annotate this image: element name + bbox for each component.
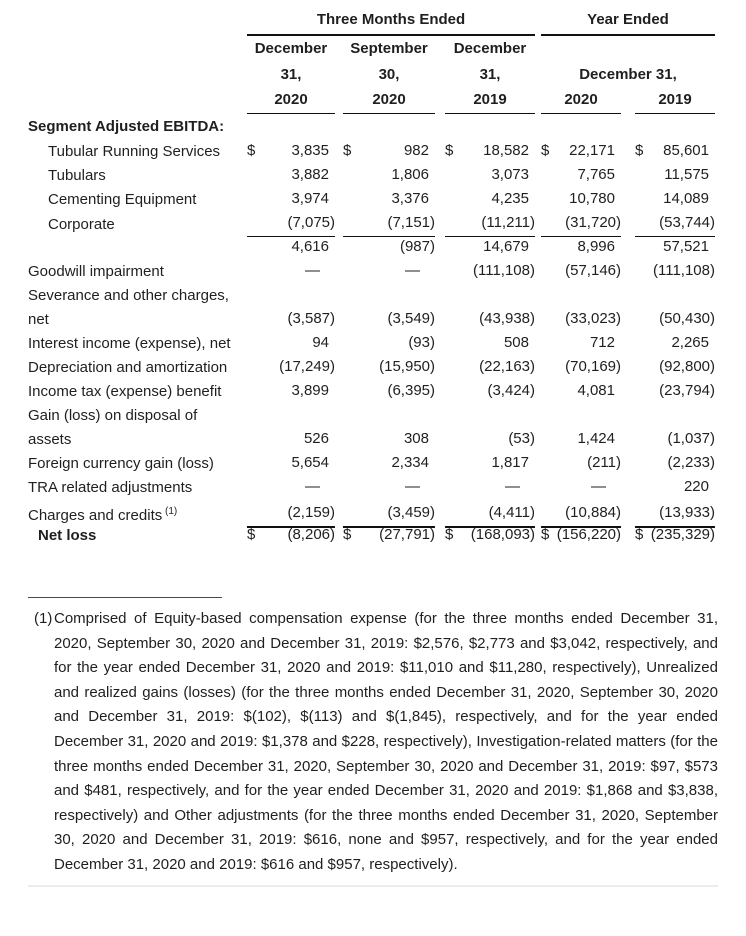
col-header-q-2020b: 2020 — [343, 89, 435, 115]
cell-value: 4,081 — [577, 382, 615, 399]
value-cell — [541, 428, 621, 452]
value-cell — [343, 356, 435, 380]
row-label: Goodwill impairment — [28, 263, 164, 280]
value-cell — [247, 308, 335, 332]
currency-symbol: $ — [247, 526, 256, 543]
currency-symbol: $ — [247, 142, 256, 159]
cell-value: (33,023) — [565, 310, 621, 327]
currency-symbol: $ — [541, 526, 550, 543]
cell-value: (15,950) — [379, 358, 435, 375]
value-cell — [247, 260, 335, 284]
value-cell — [445, 308, 535, 332]
cell-value: (53) — [508, 430, 535, 447]
value-cell — [445, 356, 535, 380]
cell-value: (3,459) — [387, 504, 435, 521]
value-cell — [247, 452, 335, 476]
cell-value: 7,765 — [577, 166, 615, 183]
value-cell — [635, 188, 715, 212]
cell-value: (10,884) — [565, 504, 621, 521]
value-cell — [635, 524, 715, 548]
col-header-fy-2019: 2019 — [635, 89, 715, 115]
value-cell — [635, 212, 715, 237]
cell-value: 3,835 — [291, 142, 329, 159]
value-cell — [541, 524, 621, 548]
row-label: Corporate — [48, 216, 115, 233]
table-row — [28, 524, 718, 548]
cell-value: — — [405, 262, 420, 279]
cell-value: (92,800) — [659, 358, 715, 375]
value-cell — [541, 308, 621, 332]
cell-value: (211) — [587, 454, 621, 471]
table-row — [28, 188, 718, 212]
cell-value: 3,899 — [291, 382, 329, 399]
value-cell — [635, 428, 715, 452]
col-header-dec31-2020-day: 31, — [280, 66, 302, 83]
footnote-1 — [28, 607, 718, 878]
cell-value: 14,679 — [483, 238, 529, 255]
cell-value: (53,744) — [659, 214, 715, 231]
cell-value: 11,575 — [664, 166, 709, 183]
value-cell — [541, 452, 621, 476]
col-header-fy-2020: 2020 — [541, 89, 621, 115]
value-cell — [635, 380, 715, 404]
table-row — [28, 164, 718, 188]
value-cell — [635, 260, 715, 284]
value-cell — [247, 428, 335, 452]
cell-value: 526 — [303, 430, 329, 447]
footnote-marker: (1) — [34, 610, 53, 627]
row-label: Severance and other charges, net — [28, 287, 229, 328]
value-cell — [445, 476, 535, 500]
cell-value: (31,720) — [565, 214, 621, 231]
row-label: Interest income (expense), net — [28, 335, 231, 352]
footnote-reference: (1) — [162, 506, 178, 517]
value-cell — [541, 212, 621, 237]
table-row — [28, 380, 718, 404]
table-header-year-line — [28, 88, 718, 114]
value-cell — [445, 260, 535, 284]
cell-value: (156,220) — [556, 526, 621, 543]
value-cell — [541, 332, 621, 356]
value-cell — [343, 260, 435, 284]
cell-value: (57,146) — [565, 262, 621, 279]
cell-value: (168,093) — [470, 526, 535, 543]
value-cell — [635, 140, 715, 164]
value-cell — [635, 452, 715, 476]
cell-value: (13,933) — [659, 504, 715, 521]
cell-value: (1,037) — [667, 430, 715, 447]
value-cell — [635, 356, 715, 380]
cell-value: (987) — [399, 238, 435, 255]
cell-value: 508 — [503, 334, 529, 351]
value-cell — [343, 524, 435, 548]
cell-value: 18,582 — [483, 142, 529, 159]
value-cell — [635, 236, 715, 260]
table-header-month-line — [28, 36, 718, 62]
cell-value: — — [405, 478, 420, 495]
cell-value: 3,974 — [291, 190, 329, 207]
value-cell — [445, 140, 535, 164]
value-cell — [445, 332, 535, 356]
cell-value: (3,587) — [287, 310, 335, 327]
cell-value: (8,206) — [287, 526, 335, 543]
table-row — [28, 284, 718, 332]
value-cell — [343, 236, 435, 260]
table-row — [28, 140, 718, 164]
cell-value: (111,108) — [653, 262, 715, 279]
value-cell — [541, 188, 621, 212]
value-cell — [445, 236, 535, 260]
cell-value: (11,211) — [481, 214, 535, 231]
cell-value: 10,780 — [569, 190, 615, 207]
cell-value: (7,151) — [387, 214, 435, 231]
cell-value: 8,996 — [577, 238, 615, 255]
table-row — [28, 356, 718, 380]
cell-value: (2,233) — [667, 454, 715, 471]
table-row — [28, 236, 718, 260]
col-header-year-ended-date: December 31, — [579, 66, 677, 83]
value-cell — [541, 380, 621, 404]
value-cell — [247, 476, 335, 500]
value-cell — [343, 308, 435, 332]
value-cell — [343, 452, 435, 476]
cell-value: (6,395) — [387, 382, 435, 399]
currency-symbol: $ — [541, 142, 550, 159]
value-cell — [343, 188, 435, 212]
cell-value: 3,376 — [391, 190, 429, 207]
cell-value: (70,169) — [565, 358, 621, 375]
cell-value: 1,424 — [577, 430, 615, 447]
cell-value: 1,806 — [391, 166, 429, 183]
table-row — [28, 212, 718, 236]
value-cell — [343, 212, 435, 237]
cell-value: — — [305, 478, 320, 495]
column-group-year-ended: Year Ended — [541, 8, 715, 36]
currency-symbol: $ — [635, 526, 644, 543]
value-cell — [343, 428, 435, 452]
table-row — [28, 332, 718, 356]
cell-value: (17,249) — [279, 358, 335, 375]
cell-value: 3,073 — [491, 166, 529, 183]
column-group-three-months-ended: Three Months Ended — [247, 8, 535, 36]
cell-value: 2,334 — [391, 454, 429, 471]
row-label: Foreign currency gain (loss) — [28, 455, 214, 472]
currency-symbol: $ — [635, 142, 644, 159]
cell-value: 22,171 — [569, 142, 615, 159]
value-cell — [247, 524, 335, 548]
cell-value: (235,329) — [650, 526, 715, 543]
value-cell — [247, 188, 335, 212]
col-header-dec31-2019-month: December — [453, 40, 527, 57]
table-row — [28, 476, 718, 500]
row-label: Tubular Running Services — [48, 143, 221, 160]
page-bottom-rule — [28, 885, 718, 887]
row-label: Net loss — [38, 527, 97, 544]
value-cell — [445, 452, 535, 476]
table-row — [28, 500, 718, 524]
table-row — [28, 404, 718, 452]
table-row — [28, 452, 718, 476]
section-header-row — [28, 114, 718, 140]
value-cell — [541, 356, 621, 380]
value-cell — [541, 140, 621, 164]
value-cell — [541, 236, 621, 260]
row-label: Tubulars — [48, 167, 106, 184]
cell-value: (3,549) — [387, 310, 435, 327]
row-label: Charges and credits $^{(1)}$ — [28, 506, 178, 524]
footnote-separator-rule — [28, 597, 222, 598]
value-cell — [635, 164, 715, 188]
currency-symbol: $ — [343, 526, 352, 543]
col-header-sep30-2020-day: 30, — [378, 66, 400, 83]
currency-symbol: $ — [343, 142, 352, 159]
row-label: Gain (loss) on disposal of assets — [28, 407, 198, 448]
col-header-q-2019: 2019 — [445, 89, 535, 115]
cell-value: 3,882 — [291, 166, 329, 183]
col-header-dec31-2020-month: December — [254, 40, 328, 57]
value-cell — [343, 476, 435, 500]
value-cell — [635, 308, 715, 332]
value-cell — [445, 380, 535, 404]
row-label: Income tax (expense) benefit — [28, 383, 222, 400]
table-header-day-line — [28, 62, 718, 88]
value-cell — [247, 380, 335, 404]
table-body — [28, 140, 718, 548]
cell-value: 14,089 — [663, 190, 709, 207]
cell-value: (93) — [408, 334, 435, 351]
cell-value: 1,817 — [491, 454, 529, 471]
cell-value: — — [305, 262, 320, 279]
row-label: Cementing Equipment — [48, 191, 197, 208]
cell-value: 57,521 — [663, 238, 709, 255]
col-header-sep30-2020-month: September — [350, 40, 428, 57]
cell-value: (43,938) — [479, 310, 535, 327]
cell-value: 4,235 — [491, 190, 529, 207]
table-header-groups — [28, 8, 718, 36]
value-cell — [541, 476, 621, 500]
value-cell — [247, 332, 335, 356]
cell-value: (50,430) — [659, 310, 715, 327]
col-header-dec31-2019-day: 31, — [479, 66, 501, 83]
row-label: TRA related adjustments — [28, 479, 193, 496]
cell-value: (23,794) — [659, 382, 715, 399]
cell-value: — — [505, 478, 520, 495]
cell-value: 308 — [403, 430, 429, 447]
value-cell — [445, 188, 535, 212]
cell-value: 5,654 — [291, 454, 329, 471]
value-cell — [343, 380, 435, 404]
section-title: Segment Adjusted EBITDA: — [28, 118, 225, 135]
cell-value: (4,411) — [488, 504, 535, 521]
value-cell — [445, 524, 535, 548]
value-cell — [541, 260, 621, 284]
currency-symbol: $ — [445, 526, 454, 543]
table-row — [28, 260, 718, 284]
cell-value: (22,163) — [479, 358, 535, 375]
row-label: Depreciation and amortization — [28, 359, 228, 376]
cell-value: 94 — [312, 334, 329, 351]
cell-value: 85,601 — [663, 142, 709, 159]
value-cell — [635, 476, 715, 500]
footnote-text: Comprised of Equity-based compensation expense (for the three months ended December 31, 2020, September 30, 2020 and December 31, 2019: $2,576, $2,773 and $3,042, respectively, and for the year ended December 31, 2020 and 2019: $11,010 and $11,280, respectively), Unrealized and realized gains (losses) (for the three months ended December 31, 2020, September 30, 2020 and December 31, 2019: $(102), $(113) and $(1,845), respectively, and for the year ended December 31, 2020 and 2019: $1,378 and $228, respectively), Investigation-related matters (for the three months ended December 31, 2020, September 30, 2020 and December 31, 2019: $97, $573 and $481, respectively, and for the year ended December 31, 2020 and 2019: $1,868 and $3,838, respectively) and Other adjustments (for the three months ended December 31, 2020, September 30, 2020 and December 31, 2019: $616, none and $957, respectively, and for the year ended December 31, 2020 and 2019: $616 and $957, respectively). — [54, 610, 718, 873]
cell-value: (3,424) — [487, 382, 535, 399]
cell-value: (111,108) — [473, 262, 535, 279]
cell-value: 2,265 — [671, 334, 709, 351]
cell-value: (7,075) — [287, 214, 335, 231]
value-cell — [247, 212, 335, 237]
cell-value: 712 — [589, 334, 615, 351]
cell-value: (2,159) — [287, 504, 335, 521]
value-cell — [247, 164, 335, 188]
cell-value: 4,616 — [291, 238, 329, 255]
value-cell — [445, 164, 535, 188]
col-header-q-2020: 2020 — [247, 89, 335, 115]
value-cell — [445, 428, 535, 452]
value-cell — [343, 140, 435, 164]
value-cell — [541, 164, 621, 188]
value-cell — [343, 164, 435, 188]
cell-value: — — [591, 478, 606, 495]
cell-value: (27,791) — [379, 526, 435, 543]
segment-ebitda-table — [28, 8, 718, 548]
value-cell — [445, 212, 535, 237]
value-cell — [635, 332, 715, 356]
cell-value: 982 — [403, 142, 429, 159]
value-cell — [247, 140, 335, 164]
value-cell — [247, 236, 335, 260]
currency-symbol: $ — [445, 142, 454, 159]
cell-value: 220 — [683, 478, 709, 495]
value-cell — [247, 356, 335, 380]
value-cell — [343, 332, 435, 356]
